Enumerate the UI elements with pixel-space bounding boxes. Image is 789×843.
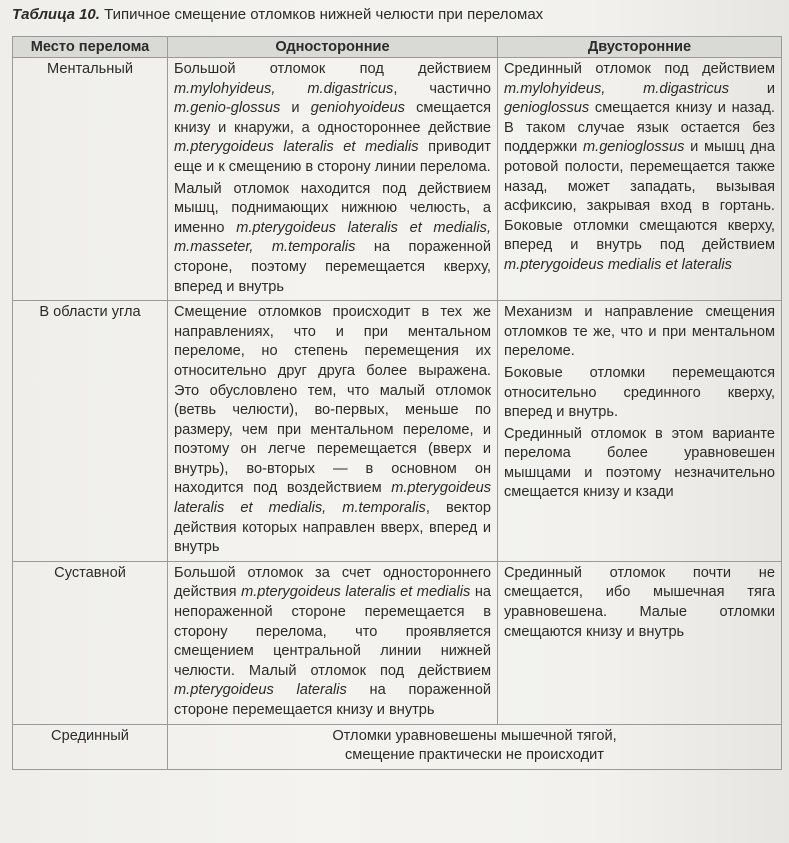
text-run: приводит еще и к смещению в сторону линии перелома.: [174, 139, 491, 175]
merged-line: смещение практически не происходит: [344, 747, 604, 764]
muscle-name: m.pterygoideus medialis et lateralis: [504, 256, 732, 273]
muscle-name: m.pterygoideus lateralis et medialis: [241, 584, 471, 601]
bilateral-cell: [498, 58, 782, 301]
merged-cell: [168, 724, 782, 769]
merged-line: Отломки уравновешены мышечной тягой,: [332, 727, 617, 744]
muscle-name: m.mylohyideus, m.digastricus: [174, 80, 394, 97]
text-run: на пораженной стороне перемещается книзу и внутрь: [174, 682, 491, 718]
text-run: Большой отломок за счет одностороннего действия: [174, 564, 491, 601]
bilateral-cell: [498, 301, 782, 562]
text-run: , вектор действия которых направлен вверх, вперед и внутрь: [174, 500, 491, 556]
text-run: Смещение отломков происходит в тех же направлениях, что и при ментальном переломе, но степень перемещения их относительно друг друга более выражена. Это обусловлено тем, что малый отломок (ветвь челюсти), во-первых, меньше по размеру, чем при ментальном переломе, и поэтому он легче перемещается (вверх и внутрь), во-вторых — в основном он находится под воздействием: [174, 304, 491, 497]
muscle-name: geniohyoideus: [310, 100, 405, 117]
header-unilateral: Односторонние: [168, 37, 498, 58]
bilateral-paragraph: Срединный отломок в этом варианте перелома более уравновешен мышцами и поэтому незначительно смещается книзу и кзади: [504, 425, 775, 501]
unilateral-paragraph: [174, 60, 491, 178]
header-bilateral: Двусторонние: [498, 37, 782, 58]
text-run: смещается книзу и назад. В таком случае язык остается без поддержки: [504, 100, 775, 156]
text-run: и: [729, 80, 775, 97]
muscle-name: m.genioglossus: [582, 139, 685, 156]
muscle-name: genioglossus: [504, 100, 590, 117]
table-caption-label: Таблица 10.: [12, 6, 100, 23]
bilateral-paragraph: Боковые отломки перемещаются относительно срединного кверху, вперед и внутрь.: [504, 364, 775, 421]
unilateral-paragraph: [174, 564, 491, 721]
bilateral-paragraph: Срединный отломок почти не смещается, ибо мышечная тяга уравновешена. Малые отломки смещаются книзу и внутрь: [504, 564, 775, 640]
bilateral-paragraph: [504, 60, 775, 276]
table-row-mental: [13, 58, 782, 301]
fracture-displacement-table: [12, 36, 782, 770]
bilateral-cell: [498, 561, 782, 724]
text-run: Большой отломок под действием: [174, 61, 491, 77]
text-run: на пораженной стороне, поэтому перемещается кверху, вперед и внутрь: [174, 239, 491, 295]
fracture-site-cell: В области угла: [13, 301, 168, 562]
table-row-articular: [13, 561, 782, 724]
text-run: Малый отломок находится под действием мышц, поднимающих нижнюю челюсть, а именно: [174, 180, 491, 236]
muscle-name: m.pterygoideus lateralis et medialis, m.masseter, m.temporalis: [174, 219, 492, 256]
unilateral-cell: [168, 58, 498, 301]
fracture-site-cell: Суставной: [13, 561, 168, 724]
muscle-name: m.pterygoideus lateralis et medialis, m.temporalis: [174, 480, 491, 517]
fracture-site-cell: Ментальный: [13, 58, 168, 301]
table-caption-title: Типичное смещение отломков нижней челюсти при переломах: [104, 6, 544, 23]
table-caption: [12, 4, 782, 26]
header-fracture-site: Место перелома: [13, 37, 168, 58]
table-row-angle: [13, 301, 782, 562]
fracture-site-cell: Срединный: [13, 724, 168, 769]
unilateral-paragraph: [174, 303, 491, 558]
text-run: и мышц дна ротовой полости, перемещается также назад, может западать, вызывая асфиксию, закрывая вход в гортань. Боковые отломки смещаются кверху, вперед и внутрь под действием: [504, 139, 775, 254]
unilateral-cell: [168, 301, 498, 562]
unilateral-paragraph: [174, 180, 491, 298]
bilateral-paragraph: Механизм и направление смещения отломков те же, что и при ментальном переломе.: [504, 304, 775, 360]
muscle-name: m.pterygoideus lateralis et medialis: [174, 139, 419, 156]
muscle-name: m.pterygoideus lateralis: [174, 682, 347, 699]
text-run: смещается книзу и кнаружи, а одностороннее действие: [174, 100, 491, 136]
table-header-row: [13, 37, 782, 58]
muscle-name: m.mylohyideus, m.digastricus: [504, 80, 730, 97]
muscle-name: m.genio-glossus: [174, 100, 281, 117]
text-run: Срединный отломок под действием: [504, 61, 775, 77]
unilateral-cell: [168, 561, 498, 724]
table-row-median: [13, 724, 782, 769]
text-run: и: [280, 100, 311, 117]
text-run: , частично: [393, 80, 491, 97]
text-run: на непораженной стороне перемещается в сторону перелома, что проявляется смещением центральной линии нижней челюсти. Малый отломок под действием: [174, 584, 491, 679]
